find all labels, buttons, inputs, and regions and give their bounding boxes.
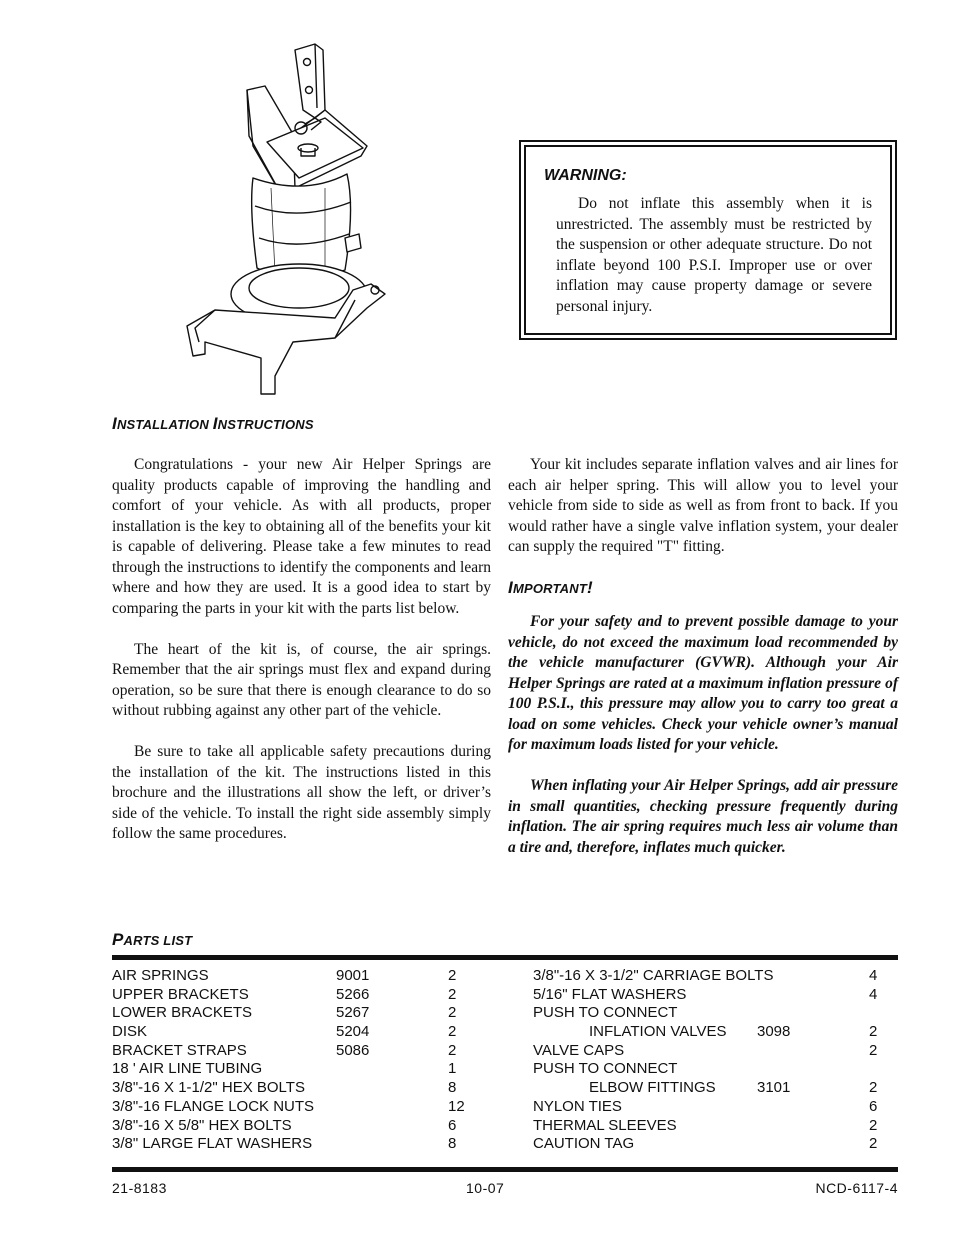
part-row: 3/8"-16 X 5/8" HEX BOLTS 6 bbox=[112, 1116, 457, 1134]
parts-list-top-rule bbox=[112, 955, 898, 960]
important-heading bbox=[508, 578, 593, 598]
warning-text: Do not inflate this assembly when it is unrestricted. The assembly must be restricted by the suspension or other adequate structure. Do not inflate beyond 100 P.S.I. Improper use or over inflation may cause property damage or severe personal injury. bbox=[556, 195, 872, 315]
part-row: ELBOW FITTINGS 3101 2 bbox=[589, 1079, 878, 1097]
parts-list-heading bbox=[112, 930, 192, 950]
footer-form-number: NCD-6117-4 bbox=[815, 1180, 898, 1196]
heading-initial: I bbox=[508, 578, 513, 597]
part-row: 3/8"-16 X 1-1/2" HEX BOLTS 8 bbox=[112, 1079, 457, 1097]
heading-initial: I bbox=[212, 414, 218, 433]
heading-rest: MPORTANT bbox=[512, 581, 587, 596]
air-spring-assembly-illustration bbox=[175, 38, 410, 398]
warning-title: WARNING: bbox=[544, 167, 627, 184]
installation-left-column bbox=[112, 455, 491, 865]
part-row: VALVE CAPS 2 bbox=[533, 1041, 878, 1059]
important-column bbox=[508, 612, 898, 879]
part-row: 3/8"-16 X 3-1/2" CARRIAGE BOLTS 4 bbox=[533, 967, 878, 984]
part-row: INFLATION VALVES 3098 2 bbox=[589, 1023, 878, 1041]
heading-rest: ARTS LIST bbox=[123, 933, 193, 948]
part-row: DISK 5204 2 bbox=[112, 1023, 457, 1041]
part-row: CAUTION TAG 2 bbox=[533, 1135, 878, 1153]
parts-list-right-column bbox=[533, 967, 898, 1154]
part-row: 5/16" FLAT WASHERS 4 bbox=[533, 985, 878, 1003]
part-row: PUSH TO CONNECT bbox=[533, 1060, 678, 1078]
heading-initial: I bbox=[112, 414, 117, 433]
warning-box bbox=[519, 140, 897, 340]
heading-initial: P bbox=[112, 930, 124, 949]
heading-rest: NSTRUCTIONS bbox=[217, 417, 314, 432]
warning-inner-frame bbox=[524, 145, 892, 335]
part-row: PUSH TO CONNECT bbox=[533, 1004, 678, 1022]
installation-right-column bbox=[508, 455, 898, 578]
part-row: 18 ' AIR LINE TUBING 1 bbox=[112, 1060, 457, 1078]
load-warning-paragraph: For your safety and to prevent possible damage to your vehicle, do not exceed the maximum load recommended by the vehicle manufacturer (GVWR). Although your Air Helper Springs are rated at a maximum inflation pressure of 100 P.S.I., this pressure may allow you to carry too great a load on some vehicles. Check your vehicle owner’s manual for maximum loads listed for your vehicle. bbox=[508, 613, 898, 753]
air-spring-paragraph: The heart of the kit is, of course, the air springs. Remember that the air springs must flex and expand during operation, so be sure that there is enough clearance to do so without rubbing against any other part of the vehicle. bbox=[112, 640, 491, 719]
parts-list-bottom-rule bbox=[112, 1167, 898, 1172]
intro-paragraph: Congratulations - your new Air Helper Springs are quality products capable of improving the handling and comfort of your vehicle. As with all products, proper installation is the key to obtaining all of the benefits your kit is capable of delivering. Please take a few minutes to read through the instructions to identify the components and learn where and how they are used. It is a good idea to start by comparing the parts in your kit with the parts list below. bbox=[112, 456, 491, 617]
part-row: 3/8"-16 FLANGE LOCK NUTS 12 bbox=[112, 1097, 465, 1115]
safety-paragraph: Be sure to take all applicable safety precautions during the installation of the kit. The instructions listed in this brochure and the illustrations all show the left, or driver’s side of the vehicle. To install the right side assembly simply follow the same procedures. bbox=[112, 743, 491, 842]
inflating-paragraph: When inflating your Air Helper Springs, add air pressure in small quantities, checking pressure frequently during inflation. The air spring requires much less air volume than a tire and, therefore, inflates much quicker. bbox=[508, 777, 898, 856]
footer-document-number: 21-8183 bbox=[112, 1180, 167, 1196]
part-row: NYLON TIES 6 bbox=[533, 1097, 878, 1115]
part-row: UPPER BRACKETS 5266 2 bbox=[112, 985, 457, 1003]
inflation-kit-paragraph: Your kit includes separate inflation valves and air lines for each air helper spring. This will allow you to level your vehicle from side to side as well as from front to back. If you would rather have a single valve inflation system, your dealer can supply the required "T" fitting. bbox=[508, 456, 898, 555]
part-row: THERMAL SLEEVES 2 bbox=[533, 1116, 878, 1134]
installation-instructions-heading bbox=[112, 414, 314, 434]
heading-rest: NSTALLATION bbox=[116, 417, 209, 432]
parts-list-left-column bbox=[112, 967, 492, 1154]
part-row: LOWER BRACKETS 5267 2 bbox=[112, 1004, 457, 1022]
part-row: 3/8" LARGE FLAT WASHERS 8 bbox=[112, 1135, 457, 1153]
part-row: AIR SPRINGS 9001 2 bbox=[112, 967, 457, 984]
footer-date: 10-07 bbox=[466, 1180, 505, 1196]
part-row: BRACKET STRAPS 5086 2 bbox=[112, 1041, 457, 1059]
heading-exclamation: ! bbox=[587, 578, 593, 597]
